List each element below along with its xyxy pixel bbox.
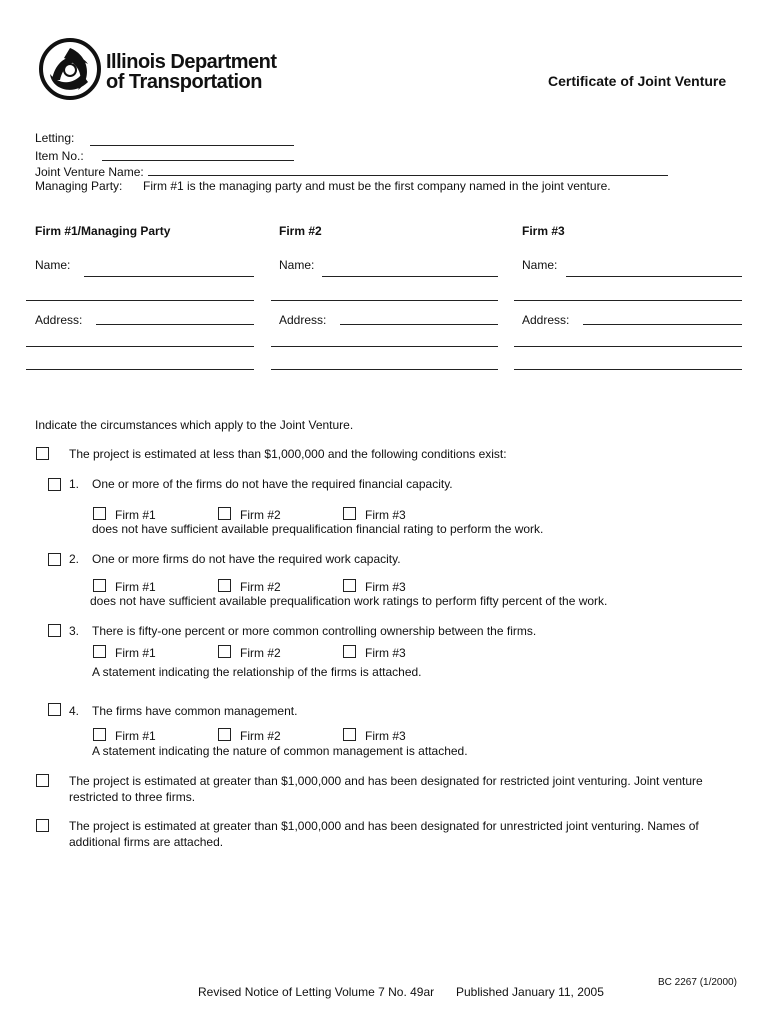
firm1-name-label: Name:: [35, 258, 71, 272]
firm2-heading: Firm #2: [279, 224, 322, 238]
item2-note: does not have sufficient available prequalification work ratings to perform fifty percent of the work.: [90, 594, 608, 608]
item3-firm2-label: Firm #2: [240, 646, 281, 660]
idot-logo-icon: [38, 36, 102, 102]
item4-firm3-checkbox[interactable]: [343, 728, 356, 741]
firm3-address-field-line2[interactable]: [514, 346, 742, 347]
item1-note: does not have sufficient available prequalification financial rating to perform the work.: [92, 522, 544, 536]
item1-firm3-checkbox[interactable]: [343, 507, 356, 520]
firm1-address-field-line2[interactable]: [26, 346, 254, 347]
joint-venture-name-field[interactable]: [148, 175, 668, 176]
firm3-address-label: Address:: [522, 313, 570, 327]
firm1-address-label: Address:: [35, 313, 83, 327]
firm2-address-field-line2[interactable]: [271, 346, 498, 347]
managing-party-text: Firm #1 is the managing party and must be the first company named in the joint venture.: [143, 179, 611, 193]
item1-firm3-label: Firm #3: [365, 508, 406, 522]
item-no-label: Item No.:: [35, 149, 84, 163]
form-number: BC 2267 (1/2000): [658, 977, 737, 988]
item2-firm3-checkbox[interactable]: [343, 579, 356, 592]
firm3-name-label: Name:: [522, 258, 558, 272]
firm1-name-field[interactable]: [84, 276, 254, 277]
firm1-address-field[interactable]: [96, 324, 254, 325]
item1-number: 1.: [69, 477, 80, 491]
letting-field[interactable]: [90, 145, 294, 146]
item4-firm1-label: Firm #1: [115, 729, 156, 743]
published-date: Published January 11, 2005: [456, 985, 604, 999]
item2-firm2-label: Firm #2: [240, 580, 281, 594]
agency-name-line1: Illinois Department: [106, 51, 277, 73]
item4-firm1-checkbox[interactable]: [93, 728, 106, 741]
item4-checkbox[interactable]: [48, 703, 61, 716]
item4-firm2-checkbox[interactable]: [218, 728, 231, 741]
item4-firm3-label: Firm #3: [365, 729, 406, 743]
item2-firm2-checkbox[interactable]: [218, 579, 231, 592]
firm3-heading: Firm #3: [522, 224, 565, 238]
option-a-text: The project is estimated at less than $1,000,000 and the following conditions exist:: [69, 447, 507, 461]
firm2-address-field-line3[interactable]: [271, 369, 498, 370]
circumstances-intro: Indicate the circumstances which apply to the Joint Venture.: [35, 418, 354, 432]
agency-name-line2: of Transportation: [106, 71, 262, 93]
item3-firm1-checkbox[interactable]: [93, 645, 106, 658]
firm1-heading: Firm #1/Managing Party: [35, 224, 171, 238]
item4-text: The firms have common management.: [92, 704, 298, 718]
letting-label: Letting:: [35, 131, 75, 145]
item2-text: One or more firms do not have the required work capacity.: [92, 552, 401, 566]
item2-checkbox[interactable]: [48, 553, 61, 566]
item2-firm3-label: Firm #3: [365, 580, 406, 594]
firm2-address-label: Address:: [279, 313, 327, 327]
firm1-address-field-line3[interactable]: [26, 369, 254, 370]
option-b-text: The project is estimated at greater than $1,000,000 and has been designated for restricted joint venturing. Joint venture restricted to three firms.: [69, 774, 703, 804]
item2-firm1-checkbox[interactable]: [93, 579, 106, 592]
firm3-address-field[interactable]: [583, 324, 742, 325]
firm2-name-field[interactable]: [322, 276, 498, 277]
firm2-address-field[interactable]: [340, 324, 498, 325]
item4-firm2-label: Firm #2: [240, 729, 281, 743]
item-no-field[interactable]: [102, 160, 294, 161]
option-c-checkbox[interactable]: [36, 819, 49, 832]
item1-text: One or more of the firms do not have the required financial capacity.: [92, 477, 453, 491]
item4-note: A statement indicating the nature of common management is attached.: [92, 744, 468, 758]
page-title: Certificate of Joint Venture: [548, 73, 727, 89]
item3-firm3-checkbox[interactable]: [343, 645, 356, 658]
item3-firm1-label: Firm #1: [115, 646, 156, 660]
item2-firm1-label: Firm #1: [115, 580, 156, 594]
item4-number: 4.: [69, 704, 80, 718]
item1-firm1-label: Firm #1: [115, 508, 156, 522]
item1-firm1-checkbox[interactable]: [93, 507, 106, 520]
firm2-name-field-line2[interactable]: [271, 300, 498, 301]
firm1-name-field-line2[interactable]: [26, 300, 254, 301]
firm3-name-field-line2[interactable]: [514, 300, 742, 301]
item3-note: A statement indicating the relationship of the firms is attached.: [92, 665, 422, 679]
revised-notice: Revised Notice of Letting Volume 7 No. 49ar: [198, 985, 435, 999]
item3-firm2-checkbox[interactable]: [218, 645, 231, 658]
option-b-checkbox[interactable]: [36, 774, 49, 787]
firm2-name-label: Name:: [279, 258, 315, 272]
item3-number: 3.: [69, 624, 80, 638]
managing-party-label: Managing Party:: [35, 179, 123, 193]
option-c-text: The project is estimated at greater than $1,000,000 and has been designated for unrestricted joint venturing. Names of additional firms are attached.: [69, 819, 699, 849]
item1-firm2-checkbox[interactable]: [218, 507, 231, 520]
item1-firm2-label: Firm #2: [240, 508, 281, 522]
joint-venture-name-label: Joint Venture Name:: [35, 165, 144, 179]
firm3-address-field-line3[interactable]: [514, 369, 742, 370]
firm3-name-field[interactable]: [566, 276, 742, 277]
item3-text: There is fifty-one percent or more common controlling ownership between the firms.: [92, 624, 537, 638]
item3-checkbox[interactable]: [48, 624, 61, 637]
option-a-checkbox[interactable]: [36, 447, 49, 460]
item1-checkbox[interactable]: [48, 478, 61, 491]
item3-firm3-label: Firm #3: [365, 646, 406, 660]
item2-number: 2.: [69, 552, 80, 566]
